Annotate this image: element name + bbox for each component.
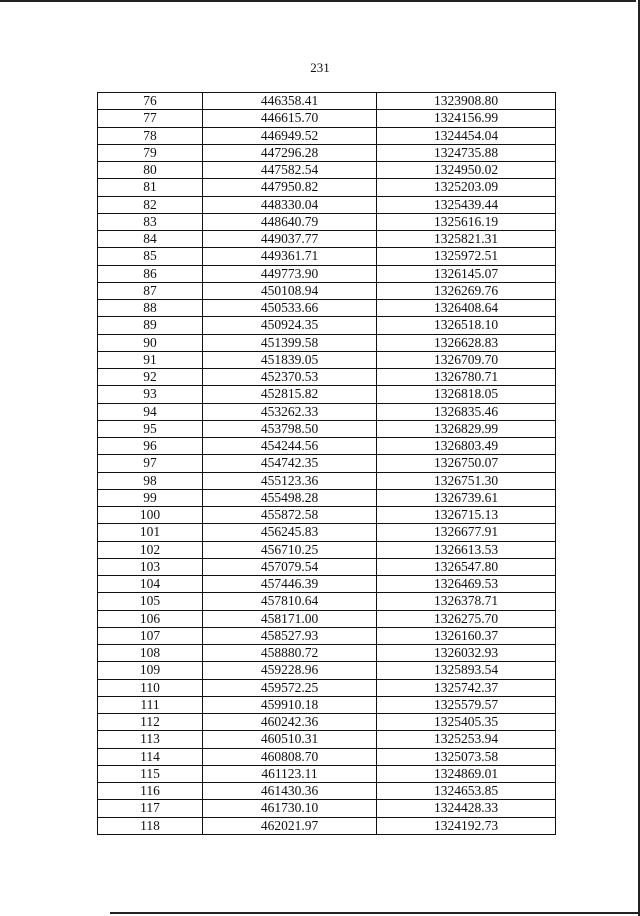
x-coordinate-cell: 454244.56 — [203, 438, 377, 455]
table-row — [98, 576, 556, 593]
point-number-cell: 115 — [98, 765, 203, 782]
point-number-cell: 105 — [98, 593, 203, 610]
table-row — [98, 800, 556, 817]
point-number-cell: 76 — [98, 93, 203, 110]
y-coordinate-cell: 1326469.53 — [377, 576, 556, 593]
table-row — [98, 369, 556, 386]
table-row — [98, 144, 556, 161]
point-number-cell: 116 — [98, 783, 203, 800]
x-coordinate-cell: 451399.58 — [203, 334, 377, 351]
table-row — [98, 645, 556, 662]
table-row — [98, 455, 556, 472]
y-coordinate-cell: 1325579.57 — [377, 696, 556, 713]
y-coordinate-cell: 1326032.93 — [377, 645, 556, 662]
x-coordinate-cell: 450924.35 — [203, 317, 377, 334]
table-row — [98, 696, 556, 713]
y-coordinate-cell: 1325203.09 — [377, 179, 556, 196]
point-number-cell: 83 — [98, 213, 203, 230]
x-coordinate-cell: 455872.58 — [203, 507, 377, 524]
table-row — [98, 541, 556, 558]
y-coordinate-cell: 1326835.46 — [377, 403, 556, 420]
x-coordinate-cell: 455498.28 — [203, 489, 377, 506]
table-row — [98, 282, 556, 299]
y-coordinate-cell: 1326269.76 — [377, 282, 556, 299]
point-number-cell: 103 — [98, 558, 203, 575]
table-row — [98, 162, 556, 179]
x-coordinate-cell: 450533.66 — [203, 300, 377, 317]
x-coordinate-cell: 459572.25 — [203, 679, 377, 696]
point-number-cell: 108 — [98, 645, 203, 662]
point-number-cell: 112 — [98, 714, 203, 731]
page-border-top — [0, 0, 636, 2]
y-coordinate-cell: 1325253.94 — [377, 731, 556, 748]
x-coordinate-cell: 458527.93 — [203, 627, 377, 644]
table-row — [98, 196, 556, 213]
x-coordinate-cell: 457446.39 — [203, 576, 377, 593]
x-coordinate-cell: 446949.52 — [203, 127, 377, 144]
x-coordinate-cell: 456245.83 — [203, 524, 377, 541]
y-coordinate-cell: 1326518.10 — [377, 317, 556, 334]
x-coordinate-cell: 459910.18 — [203, 696, 377, 713]
y-coordinate-cell: 1326408.64 — [377, 300, 556, 317]
x-coordinate-cell: 457079.54 — [203, 558, 377, 575]
page-border-bottom — [110, 912, 640, 914]
y-coordinate-cell: 1323908.80 — [377, 93, 556, 110]
point-number-cell: 109 — [98, 662, 203, 679]
x-coordinate-cell: 461730.10 — [203, 800, 377, 817]
y-coordinate-cell: 1325742.37 — [377, 679, 556, 696]
table-row — [98, 489, 556, 506]
page-number: 231 — [310, 60, 330, 75]
point-number-cell: 84 — [98, 231, 203, 248]
point-number-cell: 117 — [98, 800, 203, 817]
table-row — [98, 127, 556, 144]
point-number-cell: 107 — [98, 627, 203, 644]
x-coordinate-cell: 453798.50 — [203, 420, 377, 437]
y-coordinate-cell: 1326750.07 — [377, 455, 556, 472]
point-number-cell: 101 — [98, 524, 203, 541]
y-coordinate-cell: 1326715.13 — [377, 507, 556, 524]
point-number-cell: 79 — [98, 144, 203, 161]
table-row — [98, 403, 556, 420]
x-coordinate-cell: 462021.97 — [203, 817, 377, 834]
point-number-cell: 97 — [98, 455, 203, 472]
point-number-cell: 92 — [98, 369, 203, 386]
point-number-cell: 100 — [98, 507, 203, 524]
table-row — [98, 386, 556, 403]
x-coordinate-cell: 446358.41 — [203, 93, 377, 110]
point-number-cell: 78 — [98, 127, 203, 144]
point-number-cell: 86 — [98, 265, 203, 282]
point-number-cell: 90 — [98, 334, 203, 351]
table-row — [98, 317, 556, 334]
y-coordinate-cell: 1324156.99 — [377, 110, 556, 127]
table-row — [98, 627, 556, 644]
x-coordinate-cell: 446615.70 — [203, 110, 377, 127]
table-row — [98, 731, 556, 748]
x-coordinate-cell: 457810.64 — [203, 593, 377, 610]
table-row — [98, 593, 556, 610]
y-coordinate-cell: 1326160.37 — [377, 627, 556, 644]
table-row — [98, 817, 556, 834]
point-number-cell: 82 — [98, 196, 203, 213]
y-coordinate-cell: 1326739.61 — [377, 489, 556, 506]
table-row — [98, 300, 556, 317]
table-row — [98, 110, 556, 127]
y-coordinate-cell: 1326275.70 — [377, 610, 556, 627]
point-number-cell: 111 — [98, 696, 203, 713]
x-coordinate-cell: 451839.05 — [203, 351, 377, 368]
x-coordinate-cell: 455123.36 — [203, 472, 377, 489]
x-coordinate-cell: 454742.35 — [203, 455, 377, 472]
y-coordinate-cell: 1324869.01 — [377, 765, 556, 782]
x-coordinate-cell: 448640.79 — [203, 213, 377, 230]
y-coordinate-cell: 1326677.91 — [377, 524, 556, 541]
table-row — [98, 213, 556, 230]
coordinate-table — [97, 92, 556, 835]
y-coordinate-cell: 1326613.53 — [377, 541, 556, 558]
x-coordinate-cell: 450108.94 — [203, 282, 377, 299]
point-number-cell: 77 — [98, 110, 203, 127]
table-row — [98, 679, 556, 696]
point-number-cell: 88 — [98, 300, 203, 317]
point-number-cell: 81 — [98, 179, 203, 196]
x-coordinate-cell: 447296.28 — [203, 144, 377, 161]
table-row — [98, 231, 556, 248]
y-coordinate-cell: 1324428.33 — [377, 800, 556, 817]
x-coordinate-cell: 460808.70 — [203, 748, 377, 765]
table-row — [98, 438, 556, 455]
y-coordinate-cell: 1324454.04 — [377, 127, 556, 144]
y-coordinate-cell: 1326145.07 — [377, 265, 556, 282]
y-coordinate-cell: 1326818.05 — [377, 386, 556, 403]
y-coordinate-cell: 1325821.31 — [377, 231, 556, 248]
y-coordinate-cell: 1326628.83 — [377, 334, 556, 351]
table-row — [98, 420, 556, 437]
x-coordinate-cell: 449037.77 — [203, 231, 377, 248]
table-row — [98, 179, 556, 196]
table-row — [98, 558, 556, 575]
table-row — [98, 783, 556, 800]
point-number-cell: 87 — [98, 282, 203, 299]
point-number-cell: 104 — [98, 576, 203, 593]
x-coordinate-cell: 452370.53 — [203, 369, 377, 386]
y-coordinate-cell: 1325439.44 — [377, 196, 556, 213]
point-number-cell: 85 — [98, 248, 203, 265]
point-number-cell: 98 — [98, 472, 203, 489]
table-row — [98, 248, 556, 265]
table-row — [98, 507, 556, 524]
point-number-cell: 95 — [98, 420, 203, 437]
x-coordinate-cell: 458171.00 — [203, 610, 377, 627]
x-coordinate-cell: 461430.36 — [203, 783, 377, 800]
y-coordinate-cell: 1324950.02 — [377, 162, 556, 179]
y-coordinate-cell: 1325972.51 — [377, 248, 556, 265]
x-coordinate-cell: 447950.82 — [203, 179, 377, 196]
point-number-cell: 110 — [98, 679, 203, 696]
point-number-cell: 91 — [98, 351, 203, 368]
table-row — [98, 748, 556, 765]
table-row — [98, 93, 556, 110]
x-coordinate-cell: 453262.33 — [203, 403, 377, 420]
y-coordinate-cell: 1326709.70 — [377, 351, 556, 368]
x-coordinate-cell: 458880.72 — [203, 645, 377, 662]
x-coordinate-cell: 460242.36 — [203, 714, 377, 731]
point-number-cell: 93 — [98, 386, 203, 403]
y-coordinate-cell: 1325616.19 — [377, 213, 556, 230]
point-number-cell: 80 — [98, 162, 203, 179]
x-coordinate-cell: 460510.31 — [203, 731, 377, 748]
table-row — [98, 524, 556, 541]
point-number-cell: 99 — [98, 489, 203, 506]
x-coordinate-cell: 452815.82 — [203, 386, 377, 403]
y-coordinate-cell: 1325073.58 — [377, 748, 556, 765]
table-row — [98, 472, 556, 489]
y-coordinate-cell: 1326829.99 — [377, 420, 556, 437]
point-number-cell: 118 — [98, 817, 203, 834]
table-row — [98, 265, 556, 282]
point-number-cell: 113 — [98, 731, 203, 748]
coordinate-table-body — [98, 93, 556, 835]
y-coordinate-cell: 1326780.71 — [377, 369, 556, 386]
y-coordinate-cell: 1326547.80 — [377, 558, 556, 575]
x-coordinate-cell: 447582.54 — [203, 162, 377, 179]
y-coordinate-cell: 1326803.49 — [377, 438, 556, 455]
table-row — [98, 662, 556, 679]
table-row — [98, 714, 556, 731]
x-coordinate-cell: 449361.71 — [203, 248, 377, 265]
table-row — [98, 765, 556, 782]
x-coordinate-cell: 456710.25 — [203, 541, 377, 558]
y-coordinate-cell: 1324653.85 — [377, 783, 556, 800]
y-coordinate-cell: 1324735.88 — [377, 144, 556, 161]
y-coordinate-cell: 1326378.71 — [377, 593, 556, 610]
table-row — [98, 351, 556, 368]
y-coordinate-cell: 1324192.73 — [377, 817, 556, 834]
table-row — [98, 334, 556, 351]
point-number-cell: 102 — [98, 541, 203, 558]
y-coordinate-cell: 1326751.30 — [377, 472, 556, 489]
point-number-cell: 106 — [98, 610, 203, 627]
x-coordinate-cell: 449773.90 — [203, 265, 377, 282]
y-coordinate-cell: 1325405.35 — [377, 714, 556, 731]
table-row — [98, 610, 556, 627]
point-number-cell: 94 — [98, 403, 203, 420]
x-coordinate-cell: 461123.11 — [203, 765, 377, 782]
point-number-cell: 96 — [98, 438, 203, 455]
x-coordinate-cell: 459228.96 — [203, 662, 377, 679]
point-number-cell: 114 — [98, 748, 203, 765]
x-coordinate-cell: 448330.04 — [203, 196, 377, 213]
point-number-cell: 89 — [98, 317, 203, 334]
y-coordinate-cell: 1325893.54 — [377, 662, 556, 679]
